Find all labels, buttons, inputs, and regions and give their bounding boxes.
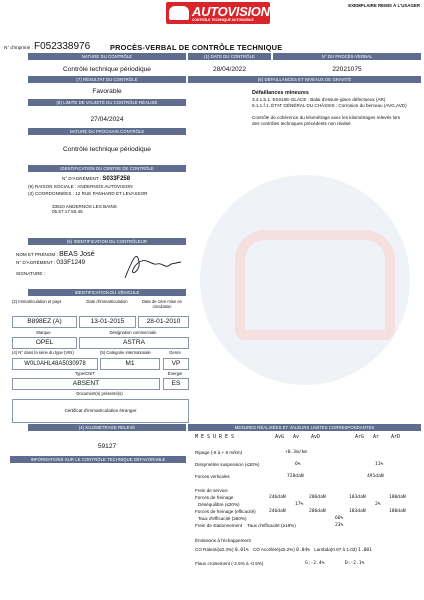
date-value: 28/04/2022	[212, 66, 246, 73]
ripage-label: Ripage (-8 à + 8 m/km)	[195, 450, 243, 455]
mesures-rows	[195, 450, 421, 570]
watermark-logo	[200, 175, 410, 385]
docs-value: Certificat d'immatriculation étranger	[12, 399, 189, 423]
print-number-label: N° d'imprimé :	[4, 45, 33, 50]
col-avd: AvD	[311, 434, 321, 440]
frein-label: Frein de service	[195, 488, 228, 493]
freinage-value: 183daN	[349, 495, 366, 500]
car-watermark-icon	[235, 230, 395, 340]
categorie-value: M1	[100, 358, 160, 370]
mesures-title: MESURES	[195, 434, 238, 440]
centre-coord-label: (3) COORDONNÉES :	[28, 191, 74, 196]
controleur-name-label: NOM ET PRÉNOM :	[16, 252, 58, 257]
freinage-value: 246daN	[269, 495, 286, 500]
categorie-label: (5) Catégorie internationale	[100, 350, 151, 355]
controleur-header: (5) IDENTIFICATION DU CONTRÔLEUR	[28, 238, 186, 245]
controleur-name-value: BEAS José	[59, 251, 95, 258]
date-header: (1) DATE DU CONTRÔLE	[188, 53, 271, 60]
defect-text: ESSUIE-GLACE : Balai d'essuie-glace défectueux (AR)	[272, 97, 386, 102]
desequilibre-av-value: 17%	[295, 502, 304, 507]
pv-value: 22021075	[332, 66, 362, 73]
date-immat-label: Date d'immatriculation	[86, 299, 128, 304]
stationnement-value: 23%	[335, 523, 344, 528]
signature-image	[105, 248, 185, 284]
docs-label: Document(s) présenté(s)	[76, 391, 123, 396]
desequilibre-label: Déséquilibre (≤20%)	[198, 502, 240, 507]
defect-text: ÉTAT GÉNÉRAL DU CHÂSSIS : Corrosion du berceau (AVG,AVD)	[271, 103, 407, 108]
centre-agrement-label: N° D'AGRÉMENT :	[62, 176, 102, 181]
mileage-note: Contrôle de cohérence du kilométrage avec les kilométrages relevés lors des contrôles techniques précédents non réalisé	[252, 115, 401, 126]
col-avg: AvG	[275, 434, 285, 440]
signature-label: SIGNATURE :	[16, 271, 46, 276]
flaux-label: Flaux croisement (-2.5% à -0.5%)	[195, 561, 264, 566]
defects-block	[252, 90, 422, 127]
nature-header: NATURE DU CONTRÔLE	[28, 53, 186, 60]
print-number: F052338976	[34, 41, 91, 52]
type-label: Type/CNIT	[74, 371, 95, 376]
next-control-value: Contrôle technique périodique	[63, 146, 151, 153]
efficace-value: 246daN	[269, 509, 286, 514]
immat-value: B898EZ (A)	[12, 316, 77, 328]
pv-header: N° DU PROCÈS-VERBAL	[273, 53, 421, 60]
centre-address-1: 12 RUE PANHARD ET LEVASSOR	[75, 191, 148, 196]
forces-v-label: Forces verticales	[195, 474, 230, 479]
immat-label: (2) Immatriculation et pays	[12, 299, 62, 304]
defect-item	[252, 103, 422, 109]
car-logo-icon	[169, 6, 189, 20]
dissym-av-value: 6%	[295, 462, 301, 467]
efficace-label: Forces de freinage (efficacité)	[195, 509, 256, 514]
page-title: PROCÈS-VERBAL DE CONTRÔLE TECHNIQUE	[110, 43, 283, 52]
centre-raison-label: (9) RAISON SOCIALE :	[28, 184, 77, 189]
km-header: (4) KILOMÉTRAGE RELEVÉ	[28, 424, 186, 431]
controleur-agr-value: 033F1249	[56, 259, 86, 266]
date-1st-value: 28-01-2010	[138, 316, 189, 328]
defect-code: 6.1.1.f.1.	[252, 103, 270, 108]
ripage-value: +0.3m/km	[285, 450, 308, 455]
desequilibre-ar-value: 2%	[375, 502, 381, 507]
brand-subtitle: CONTRÔLE TECHNIQUE AUTOMOBILE	[192, 18, 254, 22]
vin-value: W0L0AHL48A5030978	[12, 358, 98, 370]
efficace-value: 183daN	[349, 509, 366, 514]
validity-value: 27/04/2024	[90, 116, 124, 123]
taux-value: 66%	[335, 516, 344, 521]
centre-raison-value: ANDERNOS AUTOVISION	[77, 184, 133, 189]
dissym-label: Dissymétrie suspension (≤30%)	[195, 462, 260, 467]
col-arg: ArG	[355, 434, 365, 440]
date-1st-label: Date de 1ère mise en circulation	[141, 299, 183, 309]
forces-v-av-value: 728daN	[287, 474, 304, 479]
nature-value: Contrôle technique périodique	[63, 66, 151, 73]
copy-label: EXEMPLAIRE REMIS À L'USAGER	[348, 3, 420, 8]
flaux-d-value: D:-2.1%	[345, 561, 365, 566]
taux-label: Taux d'efficacité (≥50%)	[198, 516, 247, 521]
designation-value: ASTRA	[79, 337, 189, 349]
col-ard: ArD	[391, 434, 401, 440]
defects-header: (6) DÉFAILLANCES ET NIVEAUX DE GRAVITÉ	[188, 76, 421, 83]
co-ralenti-value: 0.01%	[234, 548, 249, 553]
stationnement-sub-label: Taux d'efficacité (≥18%)	[247, 523, 296, 528]
defects-title: Défaillances mineures	[252, 90, 309, 96]
co-accel-value: 0.04%	[296, 548, 310, 553]
brand-logo	[166, 2, 270, 24]
marque-value: OPEL	[12, 337, 77, 349]
date-immat-value: 13-01-2015	[79, 316, 136, 328]
co-ralenti-label: CO Ralenti(≤0.3%)	[195, 547, 234, 552]
type-value: ABSENT	[12, 378, 160, 390]
dissym-ar-value: 11%	[375, 462, 384, 467]
col-av: Av	[293, 434, 300, 440]
freinage-label: Forces de freinage	[195, 495, 234, 500]
centre-address-2: 33510 ANDERNOS LES BAINS	[52, 204, 117, 209]
col-ar: Ar	[373, 434, 380, 440]
efficace-value: 206daN	[309, 509, 326, 514]
genre-label: Genre	[169, 350, 181, 355]
next-control-header: NATURE DU PROCHAIN CONTRÔLE	[28, 128, 186, 135]
centre-phone: 05.57.17.50.45	[52, 209, 83, 214]
genre-value: VP	[163, 358, 189, 370]
centre-info	[28, 176, 188, 214]
lambda-value: 1.001	[358, 548, 372, 553]
centre-agrement-value: S033F258	[102, 176, 131, 182]
controleur-agr-label: N° D'AGRÉMENT :	[16, 260, 56, 265]
freinage-value: 180daN	[389, 495, 406, 500]
validity-header: (8) LIMITE DE VALIDITÉ DU CONTRÔLE RÉALISÉ	[28, 99, 186, 106]
stationnement-label: Frein de stationnement	[195, 523, 242, 528]
brand-name: AUTOVISION	[192, 4, 270, 19]
forces-v-ar-value: 491daN	[367, 474, 384, 479]
designation-label: Désignation commerciale	[109, 330, 157, 335]
result-header: (7) RÉSULTAT DU CONTRÔLE	[28, 76, 186, 83]
lambda-label: Lambda(0.97 à 1.03)	[314, 547, 357, 552]
emissions-label: Émissions à l'échappement	[195, 538, 251, 543]
efficace-value: 180daN	[389, 509, 406, 514]
result-value: Favorable	[92, 88, 122, 95]
marque-label: Marque	[36, 330, 51, 335]
mesures-header: MESURES RÉALISÉES ET VALEURS LIMITES CORRESPONDANTES	[188, 424, 421, 431]
defect-code: 3.4.1.b.1.	[252, 97, 272, 102]
freinage-value: 206daN	[309, 495, 326, 500]
vehicule-header: IDENTIFICATION DU VÉHICULE	[28, 289, 186, 296]
vin-label: (4) N° dans la série du type (VIN)	[12, 350, 74, 355]
energie-label: Énergie	[167, 371, 183, 376]
energie-value: ES	[163, 378, 189, 390]
co-accel-label: CO Accéléré(≤0.2%)	[252, 547, 295, 552]
info-defavorable-header: INFORMATIONS SUR LE CONTRÔLE TECHNIQUE DÉFAVORABLE	[10, 456, 186, 463]
km-value: 59127	[97, 443, 117, 450]
flaux-g-value: G:-2.4%	[305, 561, 325, 566]
centre-header: IDENTIFICATION DU CENTRE DE CONTRÔLE	[28, 165, 186, 172]
mesures-table	[195, 434, 421, 443]
